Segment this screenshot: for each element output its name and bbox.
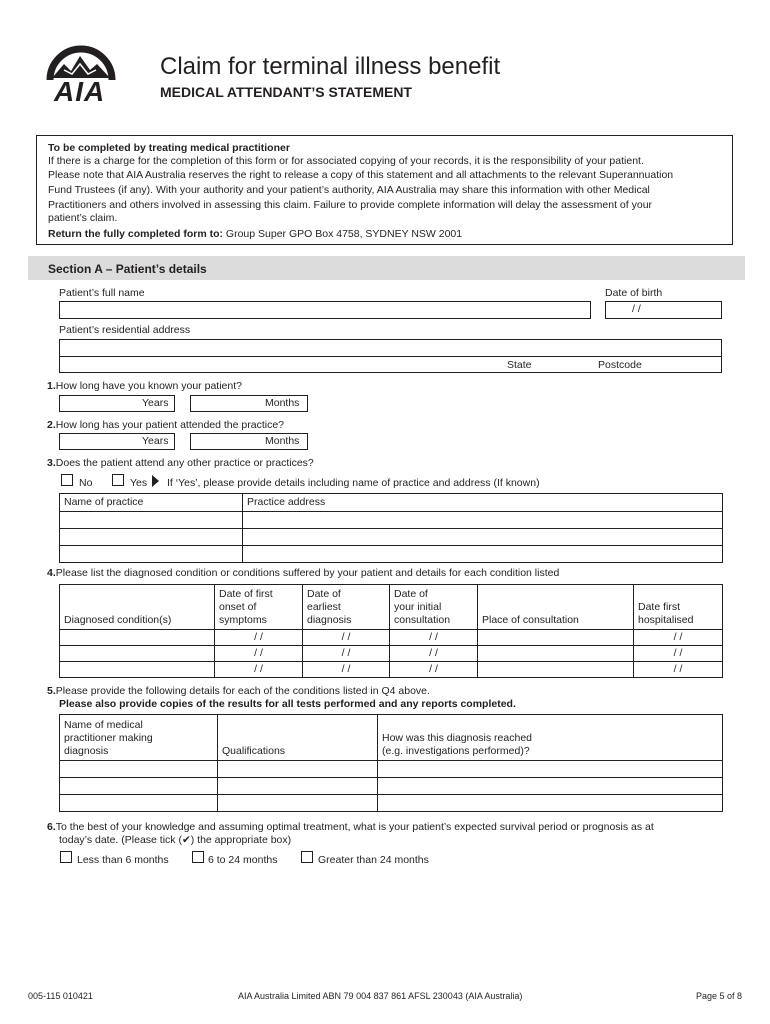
q1-years-label: Years: [142, 397, 169, 409]
table-row: [60, 715, 723, 761]
q1-label: How long have you known your patient?: [55, 380, 242, 392]
return-address-value: Group Super GPO Box 4758, SYDNEY NSW 2001: [223, 228, 463, 240]
q6-line2: today’s date. (Please tick (✔) the appropriate box): [59, 834, 292, 846]
q2-label: How long has your patient attended the practice?: [55, 419, 284, 431]
q3-if-yes: If ‘Yes’, please provide details including name of practice and address (If known): [167, 477, 540, 489]
page-subtitle: MEDICAL ATTENDANT’S STATEMENT: [160, 84, 412, 100]
q5-col1-2: practitioner making: [64, 732, 153, 744]
date-cell[interactable]: / /: [215, 646, 303, 662]
q4-col-earliest-3: diagnosis: [307, 614, 352, 626]
q3-practice-table: [59, 493, 723, 563]
table-row[interactable]: [60, 761, 723, 778]
q4-col-initial-1: Date of: [394, 588, 428, 600]
table-cell[interactable]: [378, 778, 723, 795]
intro-line: patient’s claim.: [48, 212, 118, 224]
footer-page: Page 5 of 8: [696, 991, 743, 1001]
table-row[interactable]: [60, 662, 723, 678]
q4-col-condition: Diagnosed condition(s): [60, 585, 215, 630]
q2-years-label: Years: [142, 435, 169, 447]
date-cell[interactable]: / /: [303, 662, 390, 678]
q4-col-hosp-2: hospitalised: [638, 614, 694, 626]
footer-company: AIA Australia Limited ABN 79 004 837 861 AFSL 230043 (AIA Australia): [238, 991, 523, 1001]
address-divider: [59, 356, 722, 357]
return-address: [48, 228, 462, 240]
q4-col-earliest-2: earliest: [307, 601, 341, 613]
q4-col-onset-2: onset of: [219, 601, 257, 613]
postcode-label: Postcode: [598, 359, 642, 371]
q4-col-earliest-1: Date of: [307, 588, 341, 600]
table-cell[interactable]: [60, 529, 243, 546]
q4-col-hosp: [634, 585, 723, 630]
q1-months-label: Months: [265, 397, 300, 409]
dob-input[interactable]: [605, 301, 722, 319]
q5-col-practitioner: [60, 715, 218, 761]
table-cell[interactable]: [60, 795, 218, 812]
q3-no-checkbox[interactable]: [61, 474, 73, 486]
date-cell[interactable]: / /: [215, 630, 303, 646]
return-label: Return the fully completed form to:: [48, 228, 224, 240]
date-cell[interactable]: / /: [634, 646, 723, 662]
q6-text: [47, 821, 654, 833]
q3-col-name: Name of practice: [60, 494, 243, 512]
date-cell[interactable]: / /: [390, 646, 478, 662]
q5-col1-1: Name of medical: [64, 719, 143, 731]
q4-col-initial: [390, 585, 478, 630]
aia-logo: [44, 40, 118, 110]
q4-conditions-table: [59, 584, 723, 678]
table-cell[interactable]: [243, 529, 723, 546]
date-cell[interactable]: / /: [634, 630, 723, 646]
full-name-label: Patient’s full name: [59, 287, 145, 299]
q4-col-onset-1: Date of first: [219, 588, 273, 600]
q6-option2-checkbox[interactable]: [192, 851, 204, 863]
table-row[interactable]: [60, 546, 723, 563]
q3-yes-label: Yes: [130, 477, 148, 489]
page-title: Claim for terminal illness benefit: [160, 53, 501, 80]
q4-col-initial-2: your initial: [394, 601, 442, 613]
table-cell[interactable]: [378, 795, 723, 812]
table-cell[interactable]: [60, 630, 215, 646]
table-cell[interactable]: [60, 778, 218, 795]
table-row[interactable]: [60, 630, 723, 646]
logo-text: AIA: [54, 76, 106, 107]
q4-col-place: Place of consultation: [478, 585, 634, 630]
table-cell[interactable]: [218, 778, 378, 795]
q2-num: 2.: [47, 419, 56, 431]
q3-yes-checkbox[interactable]: [112, 474, 124, 486]
q2-text: [47, 419, 284, 431]
footer-code: 005-115 010421: [28, 991, 93, 1001]
q5-num: 5.: [47, 685, 56, 697]
arrow-right-icon: [152, 475, 159, 487]
q6-num: 6.: [47, 821, 56, 833]
q4-label: Please list the diagnosed condition or conditions suffered by your patient and details for each condition listed: [55, 567, 560, 579]
q5-col3-1: How was this diagnosis reached: [382, 732, 532, 744]
table-cell[interactable]: [60, 761, 218, 778]
q6-line1: To the best of your knowledge and assuming optimal treatment, what is your patient’s expected survival period or prognosis as at: [55, 821, 654, 833]
table-cell[interactable]: [243, 512, 723, 529]
table-cell[interactable]: [60, 546, 243, 563]
table-row[interactable]: [60, 646, 723, 662]
table-cell[interactable]: [60, 512, 243, 529]
q6-option1-label: Less than 6 months: [77, 854, 169, 866]
section-a-title: Section A – Patient’s details: [48, 262, 207, 276]
dob-label: Date of birth: [605, 287, 663, 299]
table-row[interactable]: [60, 529, 723, 546]
q6-option2-label: 6 to 24 months: [208, 854, 278, 866]
intro-line: Fund Trustees (if any). With your authority and your patient’s authority, AIA Australia may share this information with other Medical: [48, 184, 650, 196]
table-cell[interactable]: [243, 546, 723, 563]
date-cell[interactable]: / /: [390, 630, 478, 646]
table-row[interactable]: [60, 512, 723, 529]
q4-num: 4.: [47, 567, 56, 579]
intro-line: If there is a charge for the completion of this form or for associated copying of your records, it is the responsibility of your patient.: [48, 155, 644, 167]
q6-option3-label: Greater than 24 months: [318, 854, 429, 866]
table-row: [60, 585, 723, 630]
q5-label: Please provide the following details for each of the conditions listed in Q4 above.: [55, 685, 430, 697]
date-cell[interactable]: / /: [303, 646, 390, 662]
q5-col1-3: diagnosis: [64, 745, 109, 757]
table-cell[interactable]: [218, 795, 378, 812]
q4-col-onset: [215, 585, 303, 630]
table-cell[interactable]: [378, 761, 723, 778]
q4-col-onset-3: symptoms: [219, 614, 267, 626]
table-cell[interactable]: [218, 761, 378, 778]
q6-option1-checkbox[interactable]: [60, 851, 72, 863]
q6-option3-checkbox[interactable]: [301, 851, 313, 863]
table-row: [60, 494, 723, 512]
q5-col-qualifications: Qualifications: [218, 715, 378, 761]
q3-no-label: No: [79, 477, 93, 489]
intro-line: Practitioners and others involved in assessing this claim. Failure to provide complete information will delay the assessment of your: [48, 199, 653, 211]
q3-text: [47, 457, 314, 469]
q4-col-earliest: [303, 585, 390, 630]
q3-num: 3.: [47, 457, 56, 469]
intro-line: Please note that AIA Australia reserves the right to release a copy of this statement and all attachments to the relevant Superannuation: [48, 169, 674, 181]
q1-text: [47, 380, 242, 392]
date-cell[interactable]: / /: [634, 662, 723, 678]
q5-bold-note: Please also provide copies of the results for all tests performed and any reports completed.: [59, 698, 516, 710]
full-name-input[interactable]: [59, 301, 591, 319]
q1-num: 1.: [47, 380, 56, 392]
q4-col-hosp-1: Date first: [638, 601, 681, 613]
table-cell[interactable]: [60, 662, 215, 678]
q5-col-how: [378, 715, 723, 761]
table-row[interactable]: [60, 778, 723, 795]
q5-diagnosis-table: [59, 714, 723, 812]
q2-months-label: Months: [265, 435, 300, 447]
date-cell[interactable]: / /: [303, 630, 390, 646]
dob-separator: / /: [632, 303, 641, 315]
table-cell[interactable]: [478, 646, 634, 662]
q3-label: Does the patient attend any other practice or practices?: [55, 457, 314, 469]
intro-heading: To be completed by treating medical practitioner: [48, 142, 290, 154]
table-cell[interactable]: [478, 662, 634, 678]
q4-col-initial-3: consultation: [394, 614, 451, 626]
q5-text: [47, 685, 430, 697]
date-cell[interactable]: / /: [215, 662, 303, 678]
q5-col3-2: (e.g. investigations performed)?: [382, 745, 530, 757]
address-label: Patient’s residential address: [59, 324, 191, 336]
table-cell[interactable]: [478, 630, 634, 646]
state-label: State: [507, 359, 532, 371]
q3-col-address: Practice address: [243, 494, 723, 512]
q4-text: [47, 567, 559, 579]
date-cell[interactable]: / /: [390, 662, 478, 678]
table-row[interactable]: [60, 795, 723, 812]
table-cell[interactable]: [60, 646, 215, 662]
